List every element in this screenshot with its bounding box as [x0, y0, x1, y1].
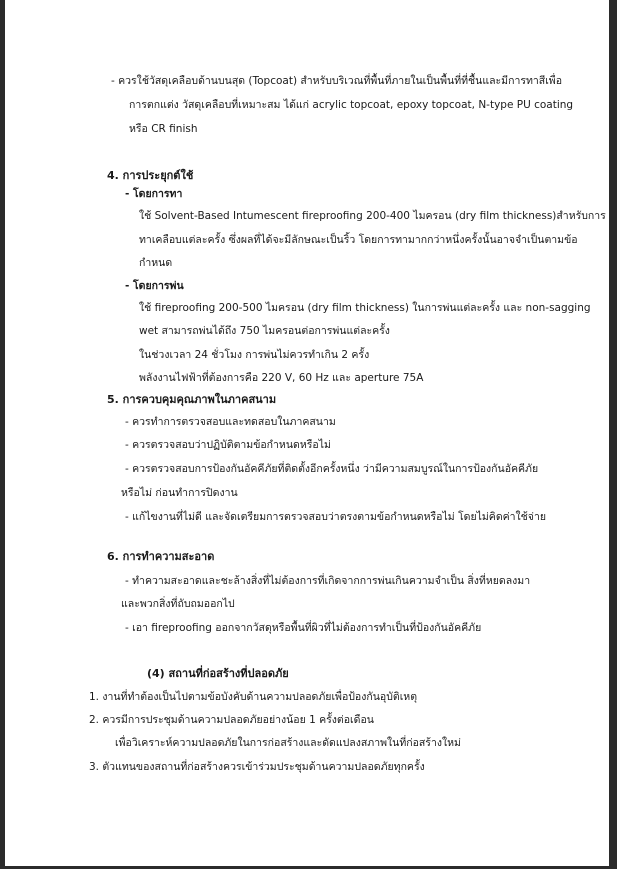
topcoat-line-3: หรือ CR finish: [129, 123, 198, 135]
qc-bullet-4: - แก้ไขงานที่ไม่ดี และจัดเตรียมการตรวจสอบว่าตรงตามข้อกำหนดหรือไม่ โดยไม่คิดค่าใช้จ่าย: [125, 511, 547, 523]
safety-item-2-line-2: เพื่อวิเคราะห์ความปลอดภัยในการก่อสร้างและดัดแปลงสภาพในที่ก่อสร้างใหม่: [115, 737, 461, 749]
spray-line-2: wet สามารถพ่นได้ถึง 750 ไมครอนต่อการพ่นแต่ละครั้ง: [139, 325, 390, 337]
document-page: [5, 0, 609, 866]
spray-line-1: ใช้ fireproofing 200-500 ไมครอน (dry film thickness) ในการพ่นแต่ละครั้ง และ non-sagging: [139, 302, 591, 314]
cleaning-bullet-2: - เอา fireproofing ออกจากวัสดุหรือพื้นที่ผิวที่ไม่ต้องการทำเป็นที่ป้องกันอัคคีภัย: [125, 622, 482, 634]
safe-site-title: (4) สถานที่ก่อสร้างที่ปลอดภัย: [147, 667, 289, 680]
topcoat-line-1: - ควรใช้วัสดุเคลือบด้านบนสุด (Topcoat) สำหรับบริเวณที่พื้นที่ภายในเป็นพื้นที่ที่ชื้นและมีการทาสีเพื่อ: [111, 75, 563, 87]
topcoat-line-2: การตกแต่ง วัสดุเคลือบที่เหมาะสม ได้แก่ acrylic topcoat, epoxy topcoat, N-type PU coating: [129, 99, 574, 111]
safety-item-3: 3. ตัวแทนของสถานที่ก่อสร้างควรเข้าร่วมประชุมด้านความปลอดภัยทุกครั้ง: [89, 761, 425, 773]
brush-line-3: กำหนด: [139, 257, 173, 269]
spray-line-3: ในช่วงเวลา 24 ชั่วโมง การพ่นไม่ควรทำเกิน 2 ครั้ง: [139, 349, 370, 361]
safety-item-1: 1. งานที่ทำต้องเป็นไปตามข้อบังคับด้านความปลอดภัยเพื่อป้องกันอุบัติเหตุ: [89, 691, 418, 703]
qc-bullet-3-line-2: หรือไม่ ก่อนทำการปิดงาน: [121, 487, 238, 499]
qc-bullet-2: - ควรตรวจสอบว่าปฏิบัติตามข้อกำหนดหรือไม่: [125, 439, 331, 451]
cleaning-bullet-1-line-2: และพวกสิ่งที่ถับถมออกไป: [121, 598, 235, 610]
cleaning-bullet-1-line-1: - ทำความสะอาดและชะล้างสิ่งที่ไม่ต้องการที่เกิดจากการพ่นเกินความจำเป็น สิ่งที่หยดลงมา: [125, 575, 531, 587]
section-6-title: 6. การทำความสะอาด: [107, 550, 215, 563]
section-4-title: 4. การประยุกต์ใช้: [107, 169, 194, 182]
safety-item-2-line-1: 2. ควรมีการประชุมด้านความปลอดภัยอย่างน้อย 1 ครั้งต่อเดือน: [89, 714, 374, 726]
brush-heading: - โดยการทา: [125, 188, 183, 200]
qc-bullet-3-line-1: - ควรตรวจสอบการป้องกันอัคคีภัยที่ติดตั้งอีกครั้งหนึ่ง ว่ามีความสมบูรณ์ในการป้องกันอัคคีภัย: [125, 463, 539, 475]
section-5-title: 5. การควบคุมคุณภาพในภาคสนาม: [107, 393, 277, 406]
spray-heading: - โดยการพ่น: [125, 280, 184, 292]
brush-line-1: ใช้ Solvent-Based Intumescent fireproofing 200-400 ไมครอน (dry film thickness)สำหรับการ: [139, 210, 606, 222]
brush-line-2: ทาเคลือบแต่ละครั้ง ซึ่งผลที่ได้จะมีลักษณะเป็นริ้ว โดยการทามากกว่าหนึ่งครั้งนั้นอาจจำเป็นตามข้อ: [139, 234, 578, 246]
spray-line-4: พลังงานไฟฟ้าที่ต้องการคือ 220 V, 60 Hz และ aperture 75A: [139, 372, 424, 384]
qc-bullet-1: - ควรทำการตรวจสอบและทดสอบในภาคสนาม: [125, 416, 336, 428]
